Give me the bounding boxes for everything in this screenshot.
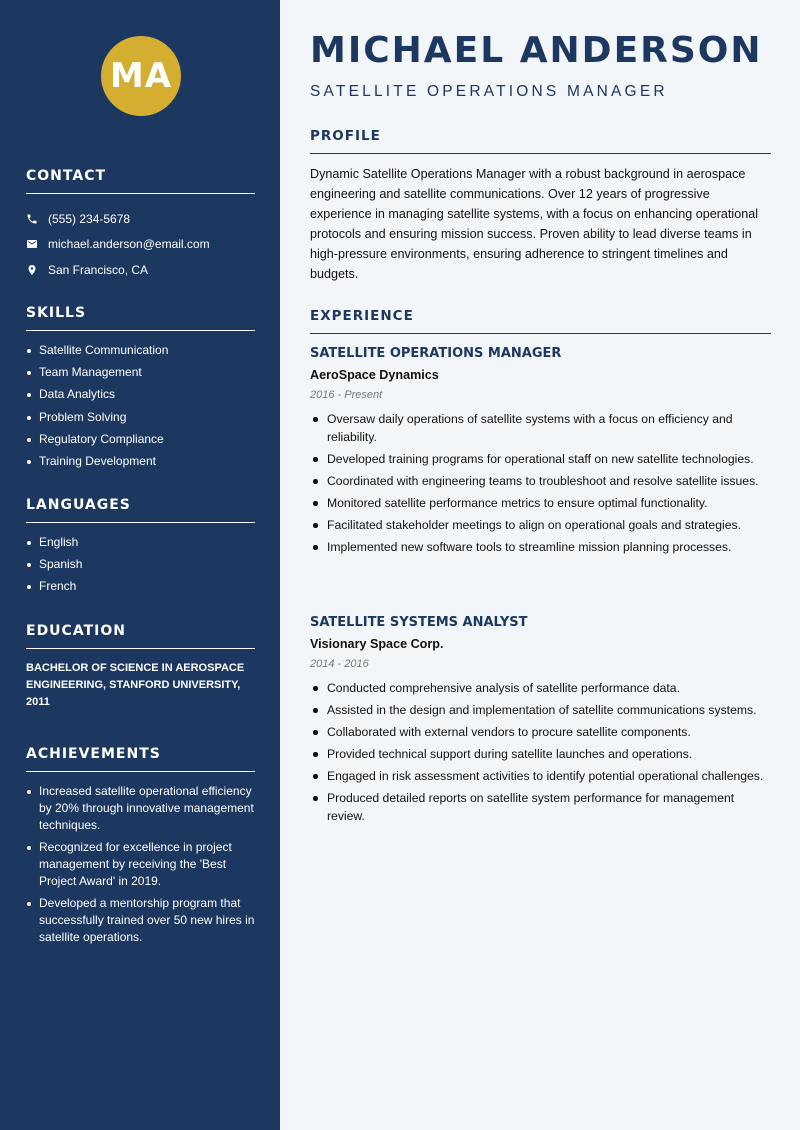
skills-section — [26, 305, 255, 475]
language-item: French — [26, 578, 255, 595]
job-bullet: Provided technical support during satellite launches and operations. — [310, 745, 771, 763]
achievement-item: Developed a mentorship program that successfully trained over 50 new hires in satellite operations. — [26, 895, 255, 946]
contact-phone — [26, 206, 255, 232]
location-text: San Francisco, CA — [48, 262, 149, 277]
profile-section — [310, 128, 771, 284]
job-bullet: Coordinated with engineering teams to troubleshoot and resolve satellite issues. — [310, 472, 771, 490]
experience-heading: EXPERIENCE — [310, 308, 771, 334]
contact-location — [26, 257, 255, 283]
job-bullet: Assisted in the design and implementation of satellite communications systems. — [310, 701, 771, 719]
sidebar — [0, 0, 280, 1130]
achievements-section — [26, 746, 255, 951]
skill-item: Data Analytics — [26, 386, 255, 403]
job-bullet: Collaborated with external vendors to procure satellite components. — [310, 723, 771, 741]
skill-item: Satellite Communication — [26, 342, 255, 359]
profile-heading: PROFILE — [310, 128, 771, 154]
achievement-item: Recognized for excellence in project management by receiving the 'Best Project Award' in 2019. — [26, 839, 255, 890]
job-bullet: Monitored satellite performance metrics to ensure optimal functionality. — [310, 494, 771, 512]
education-section — [26, 623, 255, 711]
skills-list — [26, 342, 255, 470]
job-title: SATELLITE SYSTEMS ANALYST — [310, 615, 528, 630]
achievements-list — [26, 783, 255, 946]
monogram-avatar: MA — [101, 36, 181, 116]
achievement-item: Increased satellite operational efficiency by 20% through innovative management techniques. — [26, 783, 255, 834]
job-company: Visionary Space Corp. — [310, 637, 444, 651]
job-company: AeroSpace Dynamics — [310, 368, 439, 382]
languages-heading: LANGUAGES — [26, 497, 255, 523]
contact-list — [26, 206, 255, 283]
skill-item: Regulatory Compliance — [26, 431, 255, 448]
candidate-name: MICHAEL ANDERSON — [310, 30, 763, 71]
job-bullet: Conducted comprehensive analysis of satellite performance data. — [310, 679, 771, 697]
job-bullet: Facilitated stakeholder meetings to align on operational goals and strategies. — [310, 516, 771, 534]
languages-list — [26, 534, 255, 595]
email-text[interactable]: michael.anderson@email.com — [48, 237, 210, 252]
language-item: Spanish — [26, 556, 255, 573]
job-bullet: Oversaw daily operations of satellite systems with a focus on efficiency and reliability. — [310, 410, 771, 446]
education-heading: EDUCATION — [26, 623, 255, 649]
job-entry — [310, 346, 771, 560]
contact-email — [26, 232, 255, 258]
job-entry — [310, 615, 771, 829]
phone-icon — [26, 213, 48, 225]
languages-section — [26, 497, 255, 601]
email-icon — [26, 238, 48, 250]
job-bullet: Developed training programs for operational staff on new satellite technologies. — [310, 450, 771, 468]
skill-item: Training Development — [26, 453, 255, 470]
phone-text: (555) 234-5678 — [48, 211, 131, 226]
profile-summary: Dynamic Satellite Operations Manager with a robust background in aerospace engineering and satellite communications. Over 12 years of progressive experience in managing satellite systems, with a focus on enhancing operational protocols and ensuring mission success. Proven ability to lead diverse teams in high-pressure environments, ensuring adherence to stringent timelines and budgets. — [310, 167, 759, 281]
skill-item: Team Management — [26, 364, 255, 381]
job-bullets — [310, 679, 771, 825]
education-degree: BACHELOR OF SCIENCE IN AEROSPACE ENGINEERING, STANFORD UNIVERSITY, 2011 — [26, 662, 245, 708]
skills-heading: SKILLS — [26, 305, 255, 331]
language-item: English — [26, 534, 255, 551]
job-dates: 2016 - Present — [310, 389, 383, 401]
job-bullet: Implemented new software tools to streamline mission planning processes. — [310, 538, 771, 556]
job-dates: 2014 - 2016 — [310, 658, 369, 670]
skill-item: Problem Solving — [26, 409, 255, 426]
achievements-heading: ACHIEVEMENTS — [26, 746, 255, 772]
candidate-role: SATELLITE OPERATIONS MANAGER — [310, 83, 668, 100]
contact-heading: CONTACT — [26, 168, 255, 194]
contact-section — [26, 168, 255, 283]
job-bullets — [310, 410, 771, 556]
job-bullet: Engaged in risk assessment activities to identify potential operational challenges. — [310, 767, 771, 785]
job-title: SATELLITE OPERATIONS MANAGER — [310, 346, 562, 361]
experience-section — [310, 308, 771, 334]
location-icon — [26, 264, 48, 276]
job-bullet: Produced detailed reports on satellite system performance for management review. — [310, 789, 771, 825]
